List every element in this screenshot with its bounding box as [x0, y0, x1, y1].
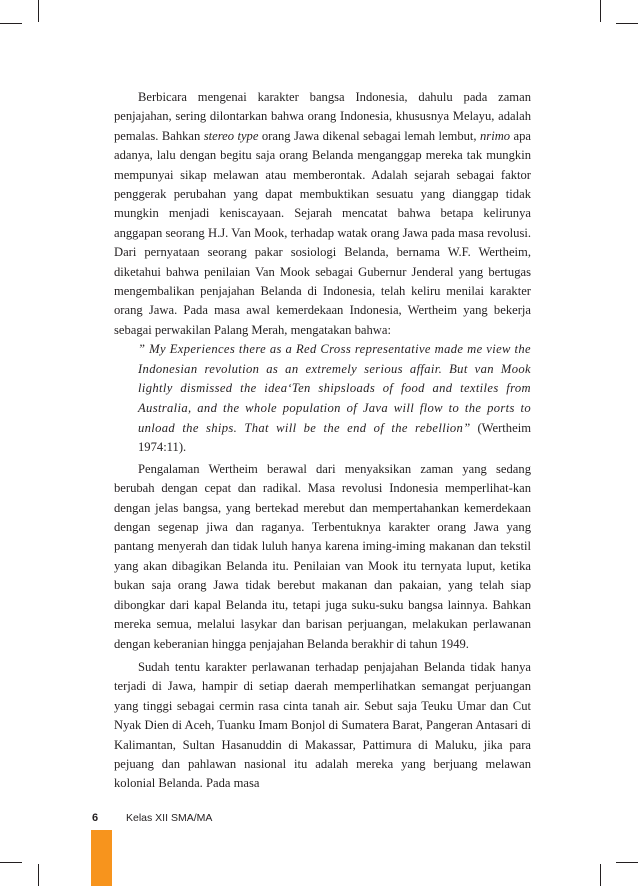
crop-mark-top-right-v	[600, 0, 601, 22]
paragraph-1-part-a: Berbicara mengenai karakter bangsa Indonesia, dahulu pada zaman penjajahan, sering dilontarkan bahwa orang Indonesia, khususnya Melayu, adalah pemalas. Bahkan	[114, 90, 531, 143]
paragraph-2: Pengalaman Wertheim berawal dari menyaksikan zaman yang sedang berubah dengan cepat dan radikal. Masa revolusi Indonesia memperlihat-kan dengan jelas bangsa, yang bertekad merebut dan mempertahankan kemerdekaan dengan segenap jiwa dan raganya. Terbentuknya karakter orang Jawa yang pantang menyerah dan tidak luluh hanya karena iming-iming makanan dan tekstil yang akan dibagikan Belanda itu. Penilaian van Mook itu ternyata luput, ketika bukan saja orang Jawa tidak berebut makanan dan pakaian, yang telah siap dibongkar dari kapal Belanda itu, tetapi juga suku-suku bangsa lainnya. Bahkan mereka semua, melalui lasykar dan barisan perjuangan, melakukan perlawanan dengan keberanian hingga penjajahan Belanda berakhir di tahun 1949.	[114, 461, 531, 651]
crop-mark-top-left-h	[0, 23, 22, 24]
block-quote	[138, 340, 531, 458]
orange-accent-bar	[91, 830, 112, 886]
crop-mark-bottom-left-v	[38, 864, 39, 886]
crop-mark-bottom-left-h	[0, 862, 22, 863]
paragraph-1-part-c: apa adanya, lalu dengan begitu saja orang Belanda menganggap mereka tak mungkin mempunyai sikap melawan atau memberontak. Adalah sejarah sebagai faktor penggerak perubahan yang dapat membuktikan sesuatu yang dianggap tidak mungkin menjadi keniscayaan. Sejarah mencatat bahwa betapa kelirunya anggapan seorang H.J. Van Mook, terhadap watak orang Jawa pada masa revolusi. Dari pernyataan seorang pakar sosiologi Belanda, bernama W.F. Wertheim, diketahui bahwa penilaian Van Mook sebagai Gubernur Jenderal yang bertugas mengembalikan penjajahan Belanda di Indonesia, telah keliru menilai karakter orang Jawa. Pada masa awal kemerdekaan Indonesia, Wertheim yang bekerja sebagai perwakilan Palang Merah, mengatakan bahwa:	[114, 128, 531, 337]
stereo-type-term: stereo type	[203, 128, 259, 143]
crop-mark-bottom-right-v	[600, 864, 601, 886]
body-text	[114, 88, 531, 794]
nrimo-term: nrimo	[480, 128, 511, 143]
quote-text: ” My Experiences there as a Red Cross representative made me view the Indonesian revolution as an extremely serious affair. But van Mook lightly dismissed the idea‘Ten shipsloads of food and textiles from Australia, and the whole population of Java will flow to the ports to unload the ships. That will be the end of the rebellion”	[138, 342, 531, 435]
crop-mark-bottom-right-h	[616, 862, 638, 863]
crop-mark-top-left-v	[38, 0, 39, 22]
paragraph-3: Sudah tentu karakter perlawanan terhadap penjajahan Belanda tidak hanya terjadi di Jawa, hampir di setiap daerah memperlihatkan semangat perjuangan yang tinggi sebagai cermin rasa cinta tanah air. Sebut saja Teuku Umar dan Cut Nyak Dien di Aceh, Tuanku Imam Bonjol di Sumatera Barat, Pangeran Antasari di Kalimantan, Sultan Hasanuddin di Makassar, Pattimura di Maluku, jika para pejuang dan pahlawan nasional itu adalah mereka yang berjuang melawan kolonial Belanda. Pada masa	[114, 659, 531, 791]
crop-mark-top-right-h	[616, 23, 638, 24]
page-number: 6	[92, 812, 99, 824]
paragraph-1-part-b: orang Jawa dikenal sebagai lemah lembut,	[258, 128, 480, 143]
quote-citation: (Wertheim 1974:11).	[138, 420, 531, 455]
paragraph-1	[114, 88, 531, 340]
footer-label: Kelas XII SMA/MA	[126, 812, 213, 824]
